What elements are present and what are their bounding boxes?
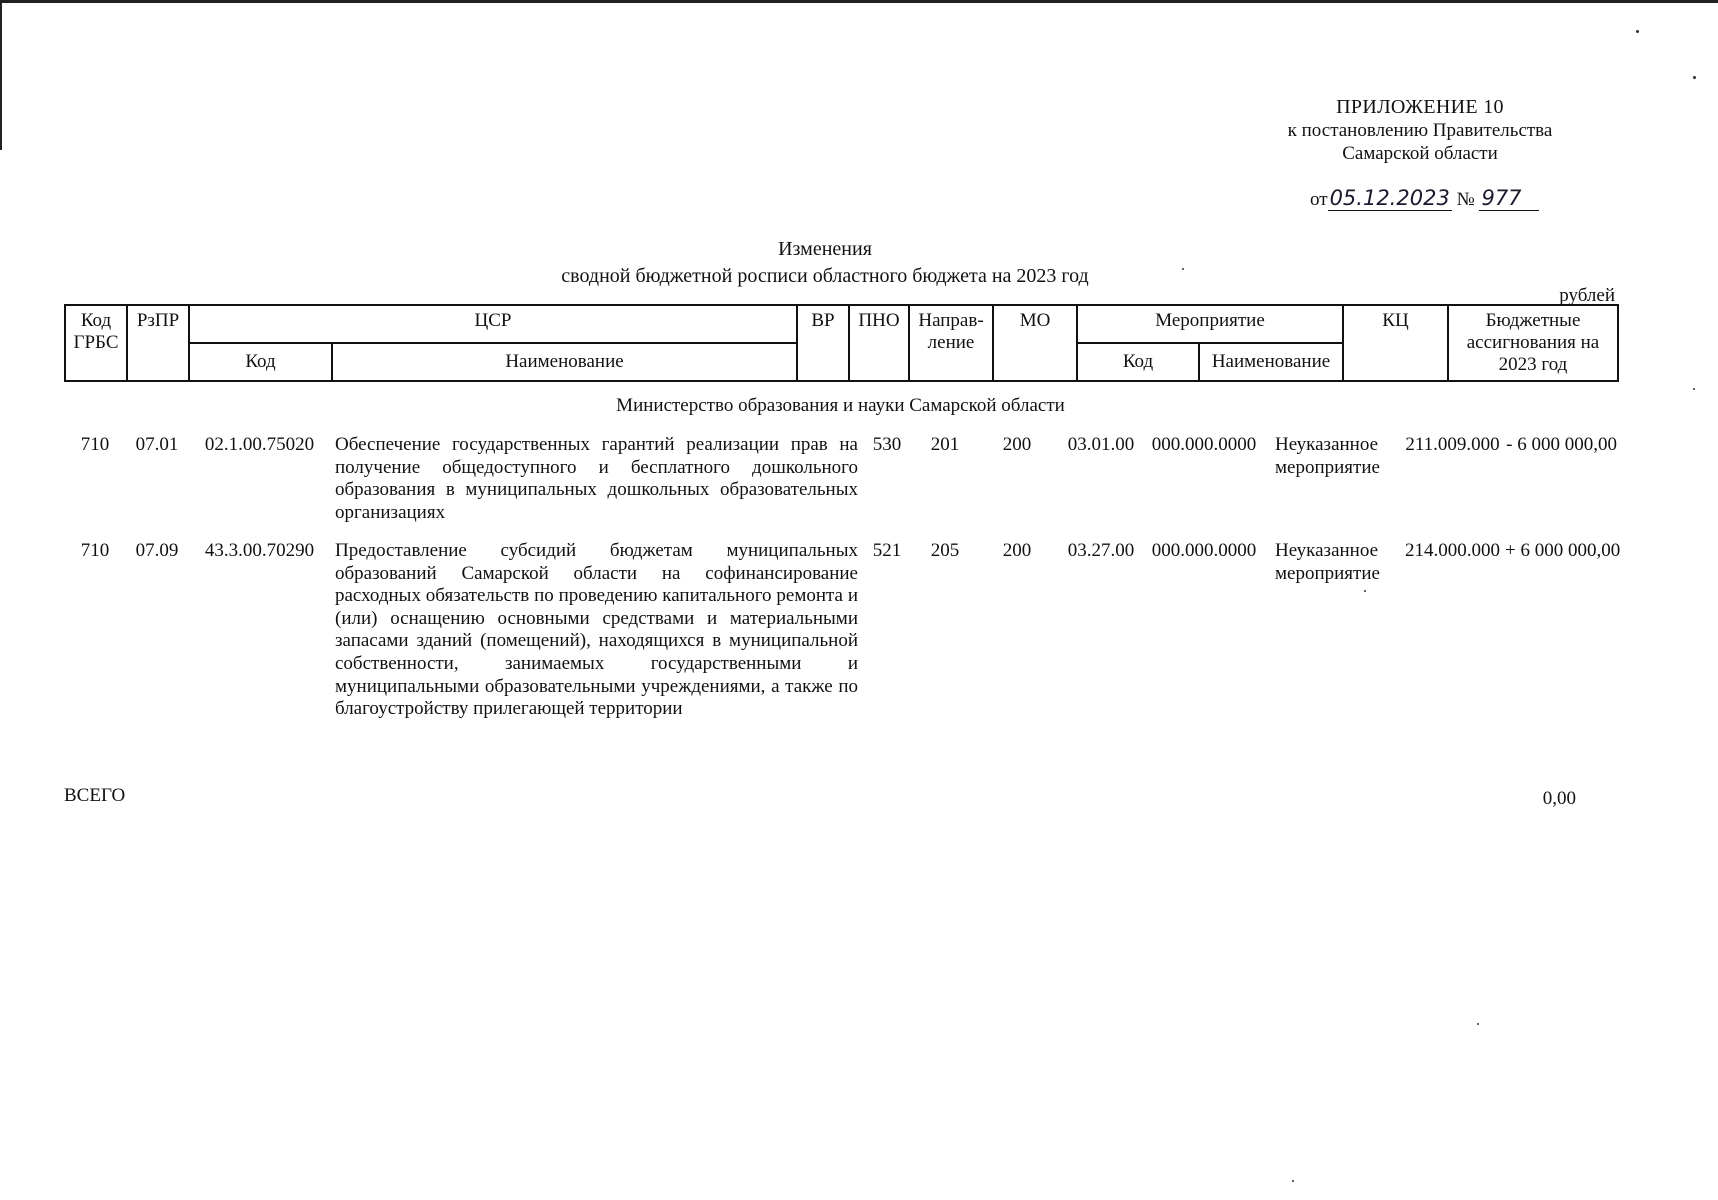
row-rzpr: 07.01: [135, 434, 179, 455]
row-csr-code: 43.3.00.70290: [204, 540, 315, 561]
row-pno: 205: [930, 540, 960, 561]
document-title-line-1: Изменения: [778, 238, 872, 260]
units-label: рублей: [1559, 285, 1615, 306]
total-label: ВСЕГО: [64, 785, 126, 806]
row-mo: 03.27.00: [1067, 540, 1135, 561]
appendix-line-3: Самарской области: [1342, 143, 1498, 164]
header-budget: Бюджетные ассигнования на 2023 год: [1448, 305, 1618, 381]
decree-date: 05.12.2023: [1329, 186, 1450, 210]
appendix-line-2: к постановлению Правительства: [1287, 120, 1553, 141]
decree-number: 977: [1479, 186, 1539, 211]
total-value: 0,00: [1542, 788, 1576, 809]
appendix-title: ПРИЛОЖЕНИЕ 10: [1336, 96, 1504, 118]
row-mo: 03.01.00: [1067, 434, 1135, 455]
header-vr: ВР: [797, 305, 849, 381]
scan-speck: [1693, 76, 1696, 79]
scan-speck: [1636, 30, 1639, 33]
table-header: [64, 304, 1619, 382]
header-kc: КЦ: [1343, 305, 1448, 381]
header-mo: МО: [993, 305, 1077, 381]
row-kc: 211.009.000: [1405, 434, 1500, 455]
header-csr-code: Код: [189, 343, 332, 381]
row-grbs: 710: [80, 434, 110, 455]
row-csr-name: Обеспечение государственных гарантий реализации прав на получение общедоступного и бесплатного дошкольного образования в муниципальных дошкольных образовательных организациях: [335, 434, 858, 523]
row-vr: 521: [872, 540, 902, 561]
header-event: Мероприятие: [1077, 305, 1343, 343]
row-event-code: 000.000.0000: [1151, 434, 1257, 455]
header-event-code: Код: [1077, 343, 1199, 381]
row-csr-name: Предоставление субсидий бюджетам муниципальных образований Самарской области на софинансирование расходных обязательств по проведению капитального ремонта и (или) оснащению основными средствами и материальными запасами зданий (помещений), находящихся в муниципальной собственности, занимаемых государственными и муниципальными образовательными учреждениями, а также по благоустройству прилегающей территории: [335, 540, 858, 720]
row-pno: 201: [930, 434, 960, 455]
row-event-name: Неуказанное мероприятие: [1275, 434, 1380, 478]
header-pno: ПНО: [849, 305, 909, 381]
header-grbs: Код ГРБС: [65, 305, 127, 381]
scan-edge-top: [0, 0, 1718, 3]
row-vr: 530: [872, 434, 902, 455]
appendix-heading: [1240, 96, 1600, 165]
ministry-heading: Министерство образования и науки Самарской области: [616, 395, 1065, 416]
header-event-name: Наименование: [1199, 343, 1343, 381]
document-title-line-2: сводной бюджетной росписи областного бюджета на 2023 год: [561, 265, 1089, 287]
row-event-name: Неуказанное мероприятие: [1275, 540, 1380, 584]
row-amount: - 6 000 000,00: [1506, 434, 1617, 455]
scan-speck: [1693, 388, 1695, 390]
row-direction: 200: [1002, 540, 1032, 561]
scan-speck: [1182, 268, 1184, 270]
row-rzpr: 07.09: [135, 540, 179, 561]
scan-speck: [1364, 590, 1366, 592]
decree-number-sign: №: [1456, 189, 1475, 210]
decree-prefix: от: [1310, 189, 1328, 210]
row-csr-code: 02.1.00.75020: [204, 434, 315, 455]
scan-edge-left: [0, 0, 2, 150]
header-csr-name: Наименование: [332, 343, 797, 381]
row-direction: 200: [1002, 434, 1032, 455]
header-rzpr: РзПР: [127, 305, 189, 381]
document-title: [480, 236, 1170, 290]
scan-speck: [1477, 1023, 1479, 1025]
row-grbs: 710: [80, 540, 110, 561]
row-amount: + 6 000 000,00: [1505, 540, 1621, 561]
header-csr: ЦСР: [189, 305, 797, 343]
header-direction: Направ- ление: [909, 305, 993, 381]
row-kc: 214.000.000: [1405, 540, 1500, 561]
decree-reference: [1310, 186, 1610, 211]
row-event-code: 000.000.0000: [1151, 540, 1257, 561]
scan-speck: [1292, 1180, 1294, 1182]
